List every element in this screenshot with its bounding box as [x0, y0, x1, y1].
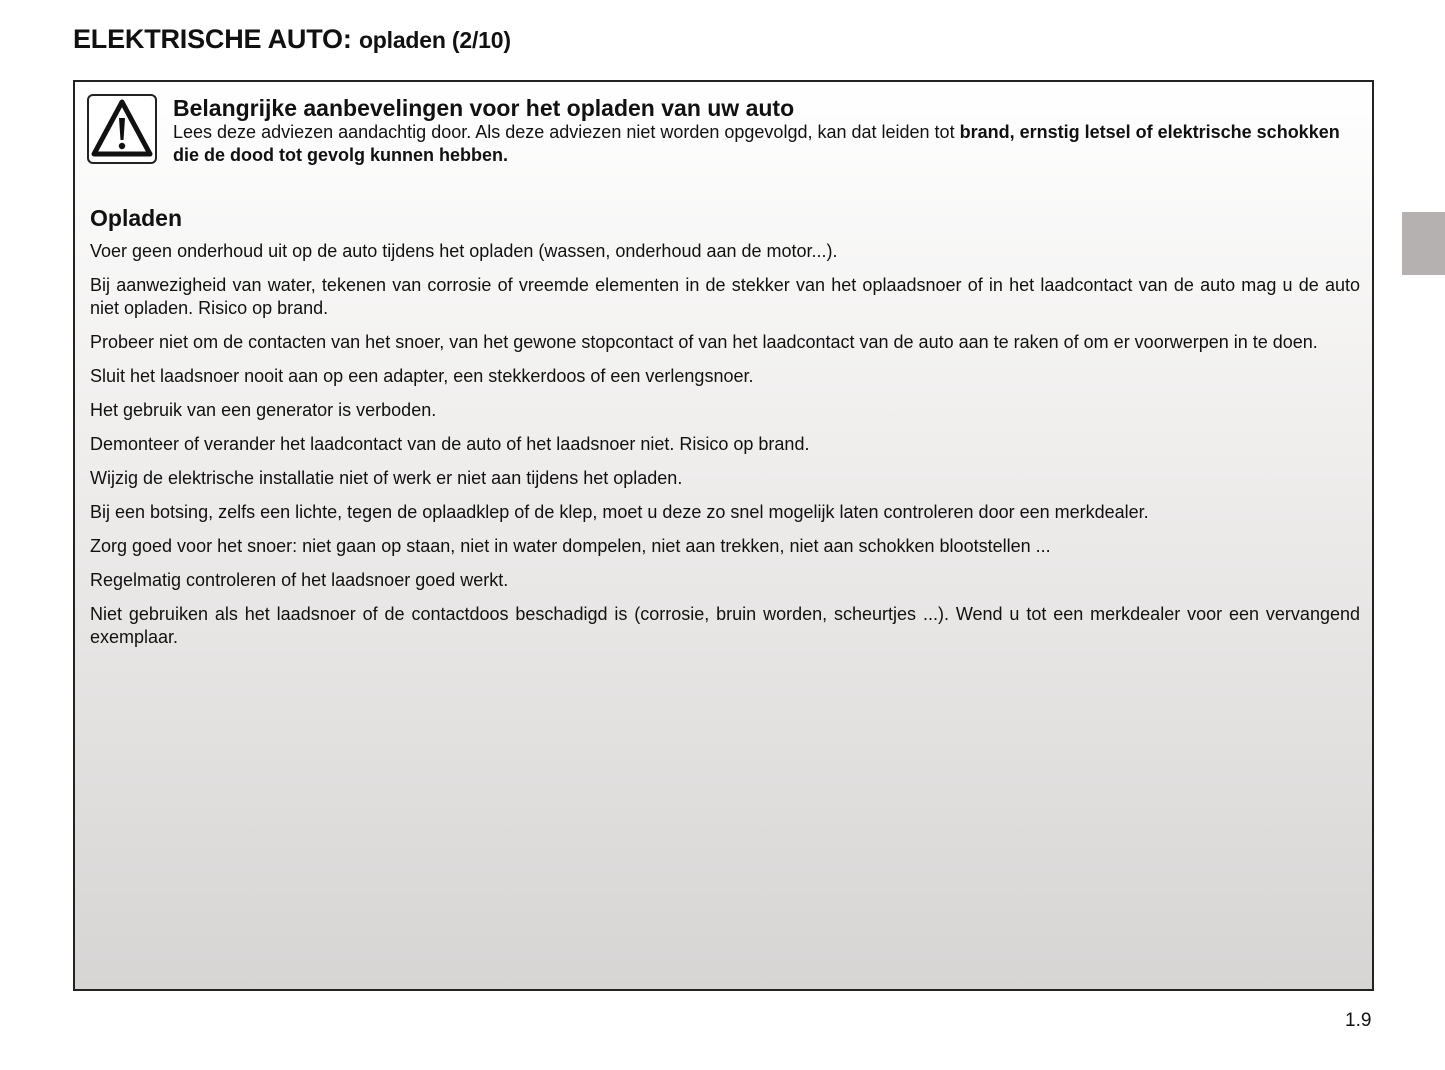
paragraph: Het gebruik van een generator is verboden. — [90, 400, 437, 420]
page-title — [73, 24, 511, 55]
paragraph: Demonteer of verander het laadcontact van de auto of het laadsnoer niet. Risico op brand. — [90, 434, 810, 454]
paragraph: Bij aanwezigheid van water, tekenen van corrosie of vreemde elementen in de stekker van het oplaadsnoer of in het laadcontact van de auto mag u de auto niet opladen. Risico op brand. — [90, 275, 1360, 318]
warning-box — [73, 80, 1374, 991]
paragraph: Niet gebruiken als het laadsnoer of de contactdoos beschadigd is (corrosie, bruin worden, scheurtjes ...). Wend u tot een merkdealer voor een vervangend exemplaar. — [90, 604, 1360, 647]
page-title-sub: opladen (2/10) — [358, 27, 511, 53]
paragraph: Bij een botsing, zelfs een lichte, tegen de oplaadklep of de klep, moet u deze zo snel mogelijk laten controleren door een merkdealer. — [90, 502, 1149, 522]
paragraph: Probeer niet om de contacten van het snoer, van het gewone stopcontact of van het laadcontact van de auto aan te raken of om er voorwerpen in te doen. — [90, 332, 1318, 352]
warning-triangle-icon — [87, 94, 157, 164]
warning-text-bold: brand, ernstig letsel of elektrische schokken die de dood tot gevolg kunnen hebben. — [173, 122, 1340, 165]
page-number: 1.9 — [1345, 1010, 1372, 1031]
warning-text-regular: Lees deze adviezen aandachtig door. Als deze adviezen niet worden opgevolgd, kan dat leiden tot — [173, 122, 960, 142]
page-title-main: ELEKTRISCHE AUTO: — [73, 24, 352, 54]
paragraph: Regelmatig controleren of het laadsnoer goed werkt. — [90, 570, 509, 590]
section-tab-marker — [1402, 212, 1445, 275]
warning-text — [173, 121, 1363, 167]
paragraph: Sluit het laadsnoer nooit aan op een adapter, een stekkerdoos of een verlengsnoer. — [90, 366, 754, 386]
warning-heading: Belangrijke aanbevelingen voor het opladen van uw auto — [173, 95, 795, 121]
paragraph: Voer geen onderhoud uit op de auto tijdens het opladen (wassen, onderhoud aan de motor...). — [90, 241, 838, 261]
section-heading: Opladen — [90, 205, 183, 231]
paragraph: Zorg goed voor het snoer: niet gaan op staan, niet in water dompelen, niet aan trekken, niet aan schokken blootstellen ... — [90, 536, 1051, 556]
warning-header — [173, 95, 1363, 167]
paragraph: Wijzig de elektrische installatie niet of werk er niet aan tijdens het opladen. — [90, 468, 683, 488]
section-content — [90, 204, 1360, 660]
